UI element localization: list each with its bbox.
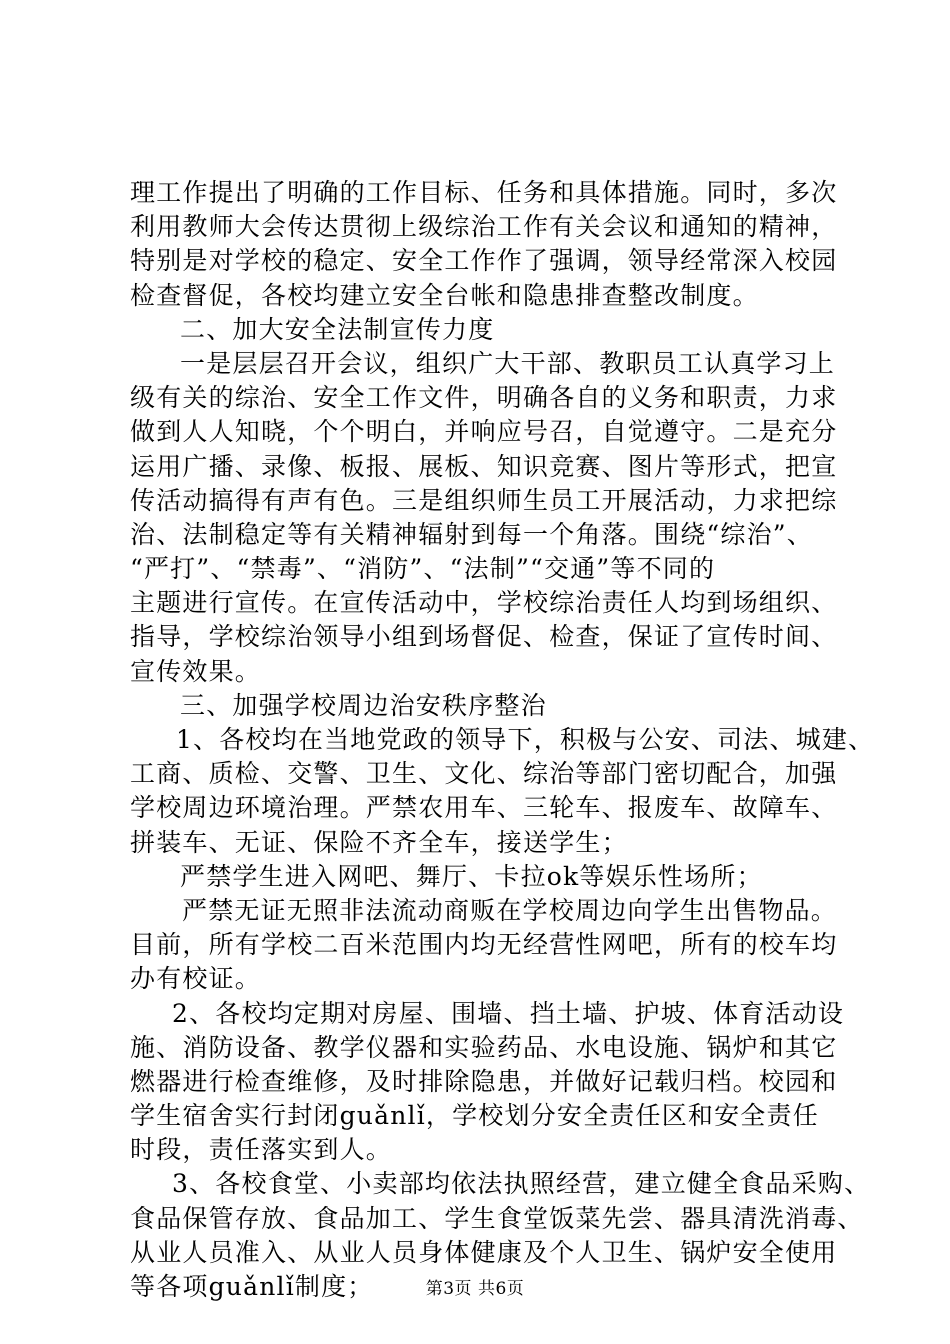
paragraph-line: 施、消防设备、教学仪器和实验药品、水电设施、锅炉和其它 (130, 1032, 838, 1062)
paragraph-line: 3、各校食堂、小卖部均依法执照经营，建立健全食品采购、 (172, 1169, 871, 1199)
section-heading: 二、加大安全法制宣传力度 (180, 314, 495, 344)
paragraph-line: 办有校证。 (130, 964, 262, 994)
section-heading: 三、加强学校周边治安秩序整治 (180, 690, 547, 720)
paragraph-line: 燃器进行检查维修，及时排除隐患，并做好记载归档。校园和 (130, 1066, 838, 1096)
paragraph-line: 时段，责任落实到人。 (130, 1135, 393, 1165)
paragraph-line: 学生宿舍实行封闭guǎnlǐ，学校划分安全责任区和安全责任 (130, 1101, 819, 1131)
paragraph-line: 学校周边环境治理。严禁农用车、三轮车、报废车、故障车、 (130, 793, 838, 823)
paragraph-line: 1、各校均在当地党政的领导下，积极与公安、司法、城建、 (176, 725, 875, 754)
paragraph-line: 严禁无证无照非法流动商贩在学校周边向学生出售物品。 (182, 895, 838, 925)
paragraph-line: 运用广播、录像、板报、展板、知识竞赛、图片等形式，把宣 (130, 451, 838, 481)
paragraph-line: 传活动搞得有声有色。三是组织师生员工开展活动，力求把综 (130, 485, 838, 515)
paragraph-line: 理工作提出了明确的工作目标、任务和具体措施。同时，多次 (130, 178, 838, 207)
paragraph-line: “严打”、“禁毒”、“消防”、“法制”“交通”等不同的 (130, 554, 716, 584)
page-number: 第3页 共6页 (425, 1279, 525, 1299)
paragraph-line: 治、法制稳定等有关精神辐射到每一个角落。围绕“综治”、 (130, 519, 813, 549)
document-body (130, 176, 875, 1304)
paragraph-line: 级有关的综治、安全工作文件，明确各自的义务和职责，力求 (130, 383, 838, 413)
paragraph-line: 2、各校均定期对房屋、围墙、挡土墙、护坡、体育活动设 (172, 998, 845, 1028)
paragraph-line: 等各项guǎnlǐ制度； (130, 1272, 374, 1301)
paragraph-line: 检查督促，各校均建立安全台帐和隐患排查整改制度。 (130, 280, 759, 310)
paragraph-line: 严禁学生进入网吧、舞厅、卡拉ok等娱乐性场所； (180, 861, 763, 891)
paragraph-line: 指导，学校综治领导小组到场督促、检查，保证了宣传时间、 (130, 622, 838, 652)
paragraph-line: 食品保管存放、食品加工、学生食堂饭菜先尝、器具清洗消毒、 (130, 1203, 864, 1233)
paragraph-line: 宣传效果。 (130, 656, 262, 686)
paragraph-line: 做到人人知晓，个个明白，并响应号召，自觉遵守。二是充分 (130, 417, 838, 447)
paragraph-line: 工商、质检、交警、卫生、文化、综治等部门密切配合，加强 (130, 759, 838, 789)
paragraph-line: 一是层层召开会议，组织广大干部、教职员工认真学习上 (180, 348, 836, 378)
paragraph-line: 拼装车、无证、保险不齐全车，接送学生； (130, 827, 628, 857)
paragraph-line: 利用教师大会传达贯彻上级综治工作有关会议和通知的精神， (130, 212, 838, 242)
paragraph-line: 特别是对学校的稳定、安全工作作了强调，领导经常深入校园 (130, 246, 838, 276)
paragraph-line: 主题进行宣传。在宣传活动中，学校综治责任人均到场组织、 (130, 588, 838, 618)
paragraph-line: 从业人员准入、从业人员身体健康及个人卫生、锅炉安全使用 (130, 1237, 838, 1267)
paragraph-line: 目前，所有学校二百米范围内均无经营性网吧，所有的校车均 (130, 930, 838, 960)
